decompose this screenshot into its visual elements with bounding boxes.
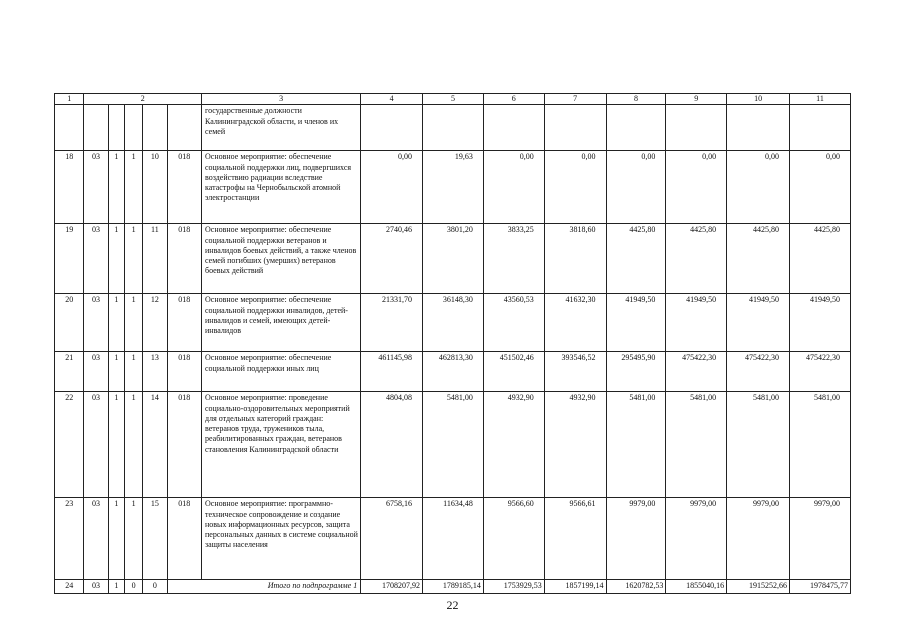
empty-cell [143,105,167,151]
continuation-text: государственные должности Калининградской области, и членов их семей [202,105,361,151]
value-cell: 0,00 [727,151,790,224]
item-name: Основное мероприятие: программно-техническое сопровождение и создание новых информационных ресурсов, защита персональных данных в системе социальной защиты населения [202,498,361,580]
total-label: Итого по подпрограмме 1 [167,580,361,594]
empty-cell [544,105,606,151]
header-cell: 2 [84,94,202,105]
value-cell: 5481,00 [666,392,727,498]
value-cell: 4425,80 [666,224,727,294]
code-cell: 018 [167,392,201,498]
value-cell: 36148,30 [423,294,484,352]
value-cell: 4932,90 [483,392,544,498]
value-cell: 295495,90 [606,352,666,392]
total-value-cell: 1915252,66 [727,580,790,594]
value-cell: 4425,80 [606,224,666,294]
total-value-cell: 1789185,14 [423,580,484,594]
table-row [55,294,851,352]
table-body [55,94,851,594]
code-cell: 03 [84,352,108,392]
total-value-cell: 1620782,53 [606,580,666,594]
header-row [55,94,851,105]
value-cell: 0,00 [790,151,851,224]
item-name: Основное мероприятие: обеспечение социальной поддержки инвалидов, детей-инвалидов и семей, имеющих детей-инвалидов [202,294,361,352]
value-cell: 461145,98 [361,352,423,392]
code-cell: 03 [84,498,108,580]
header-cell: 5 [423,94,484,105]
value-cell: 19,63 [423,151,484,224]
value-cell: 475422,30 [790,352,851,392]
code-cell: 15 [143,498,167,580]
code-cell: 1 [108,294,124,352]
code-cell: 018 [167,224,201,294]
code-cell: 1 [124,224,142,294]
row-number: 23 [55,498,84,580]
value-cell: 5481,00 [790,392,851,498]
table-row [55,352,851,392]
value-cell: 5481,00 [423,392,484,498]
code-cell: 03 [84,392,108,498]
code-cell: 1 [124,392,142,498]
page-number: 22 [446,598,459,612]
value-cell: 393546,52 [544,352,606,392]
value-cell: 0,00 [361,151,423,224]
empty-cell [124,105,142,151]
empty-cell [423,105,484,151]
value-cell: 4932,90 [544,392,606,498]
row-number: 20 [55,294,84,352]
code-cell: 03 [84,580,108,594]
value-cell: 9979,00 [790,498,851,580]
code-cell: 0 [124,580,142,594]
value-cell: 4425,80 [727,224,790,294]
continuation-row [55,105,851,151]
empty-cell [361,105,423,151]
empty-cell [483,105,544,151]
total-value-cell: 1978475,77 [790,580,851,594]
value-cell: 41949,50 [666,294,727,352]
row-number: 18 [55,151,84,224]
value-cell: 21331,70 [361,294,423,352]
table-row [55,224,851,294]
total-value-cell: 1857199,14 [544,580,606,594]
code-cell: 11 [143,224,167,294]
value-cell: 41632,30 [544,294,606,352]
empty-cell [108,105,124,151]
row-number: 19 [55,224,84,294]
budget-table [54,93,851,594]
code-cell: 03 [84,224,108,294]
item-name: Основное мероприятие: обеспечение социальной поддержки лиц, подвергшихся воздействию радиации вследствие катастрофы на Чернобыльской атомной электростанции [202,151,361,224]
value-cell: 451502,46 [483,352,544,392]
value-cell: 6758,16 [361,498,423,580]
code-cell: 018 [167,294,201,352]
code-cell: 018 [167,498,201,580]
code-cell: 1 [108,151,124,224]
item-name: Основное мероприятие: обеспечение социальной поддержки иных лиц [202,352,361,392]
code-cell: 0 [143,580,167,594]
row-number: 21 [55,352,84,392]
value-cell: 41949,50 [727,294,790,352]
value-cell: 9979,00 [727,498,790,580]
value-cell: 2740,46 [361,224,423,294]
header-cell: 10 [727,94,790,105]
value-cell: 41949,50 [790,294,851,352]
header-cell: 4 [361,94,423,105]
value-cell: 9566,60 [483,498,544,580]
value-cell: 0,00 [544,151,606,224]
empty-cell [666,105,727,151]
code-cell: 1 [108,352,124,392]
value-cell: 4425,80 [790,224,851,294]
code-cell: 1 [124,151,142,224]
header-cell: 3 [202,94,361,105]
code-cell: 1 [108,580,124,594]
code-cell: 018 [167,352,201,392]
value-cell: 4804,08 [361,392,423,498]
value-cell: 43560,53 [483,294,544,352]
value-cell: 9566,61 [544,498,606,580]
header-cell: 6 [483,94,544,105]
value-cell: 475422,30 [666,352,727,392]
empty-cell [727,105,790,151]
total-value-cell: 1708207,92 [361,580,423,594]
table-row [55,151,851,224]
empty-cell [606,105,666,151]
value-cell: 5481,00 [606,392,666,498]
value-cell: 5481,00 [727,392,790,498]
code-cell: 018 [167,151,201,224]
code-cell: 1 [108,392,124,498]
code-cell: 1 [124,294,142,352]
empty-cell [167,105,201,151]
total-row [55,580,851,594]
code-cell: 03 [84,294,108,352]
value-cell: 0,00 [606,151,666,224]
code-cell: 10 [143,151,167,224]
empty-cell [790,105,851,151]
header-cell: 9 [666,94,727,105]
code-cell: 1 [124,352,142,392]
total-value-cell: 1855040,16 [666,580,727,594]
value-cell: 475422,30 [727,352,790,392]
code-cell: 03 [84,151,108,224]
total-value-cell: 1753929,53 [483,580,544,594]
empty-cell [84,105,108,151]
table-row [55,392,851,498]
header-cell: 7 [544,94,606,105]
value-cell: 3833,25 [483,224,544,294]
header-cell: 1 [55,94,84,105]
code-cell: 14 [143,392,167,498]
code-cell: 12 [143,294,167,352]
value-cell: 9979,00 [606,498,666,580]
value-cell: 3801,20 [423,224,484,294]
row-number: 24 [55,580,84,594]
empty-cell [55,105,84,151]
header-cell: 8 [606,94,666,105]
value-cell: 9979,00 [666,498,727,580]
code-cell: 1 [124,498,142,580]
value-cell: 0,00 [666,151,727,224]
value-cell: 462813,30 [423,352,484,392]
row-number: 22 [55,392,84,498]
header-cell: 11 [790,94,851,105]
code-cell: 1 [108,224,124,294]
value-cell: 0,00 [483,151,544,224]
value-cell: 3818,60 [544,224,606,294]
value-cell: 11634,48 [423,498,484,580]
code-cell: 13 [143,352,167,392]
item-name: Основное мероприятие: проведение социально-оздоровительных мероприятий для отдельных категорий граждан: ветеранов труда, тружеников тыла, реабилитированных граждан, ветеранов становления Калининградской области [202,392,361,498]
code-cell: 1 [108,498,124,580]
table-row [55,498,851,580]
value-cell: 41949,50 [606,294,666,352]
item-name: Основное мероприятие: обеспечение социальной поддержки ветеранов и инвалидов боевых действий, а также членов семей погибших (умерших) ветеранов боевых действий [202,224,361,294]
